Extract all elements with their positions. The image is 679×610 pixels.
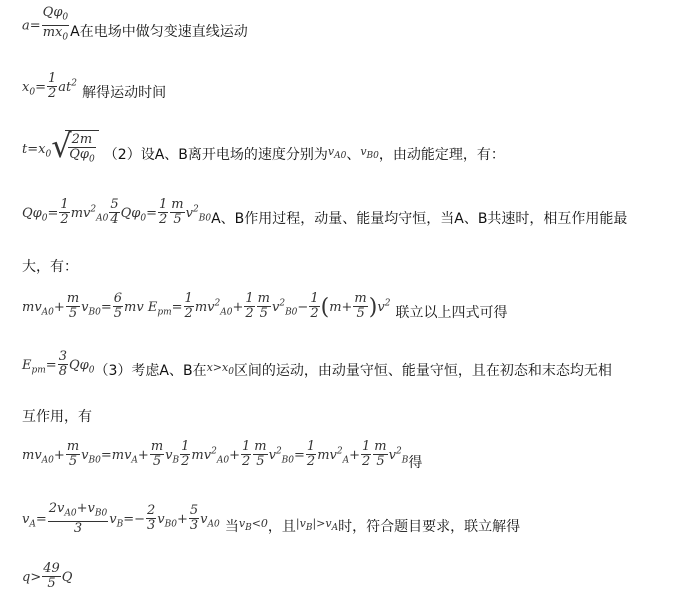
- text-line-2: 解得运动时间: [82, 85, 167, 101]
- text-line-9: 得: [408, 455, 423, 471]
- text-line-3: （2）设A、B离开电场的速度分别为: [103, 146, 328, 163]
- text-line-1: A在电场中做匀变速直线运动: [70, 23, 248, 40]
- equation-conservation: $mv_{A0}+$ $\frac{m}{5}$ $v_{B0}=mv_A+$ $\frac{m}{5}$ $v_B$ $\frac{1}{2}$ $mv^2_{A0}+$ $\frac{1}{2}$ $\frac{m}{5}$ $v^2_{B0}=$ $\frac{1}{2}$ $mv^2_A+$ $\frac{1}{2}$ $\frac{m}{5}$ $v^2_B$得: [22, 439, 423, 471]
- equation-acceleration: a= $\frac{Q\varphi_0}{mx_0}$ A在电场中做匀变速直线运动: [22, 5, 248, 43]
- text-line-7b: 区间的运动，由动量守恒、能量守恒，且在初态和末态均无相: [233, 363, 612, 379]
- equation-epm: $E_{pm}=$ $\frac{3}{8}$ $Q\varphi_0(3)$考虑A、B在$x>x_0$区间的运动，由动量守恒、能量守恒，且在初态和末态均无相: [22, 349, 612, 379]
- text-line-10b: ，且: [267, 519, 296, 536]
- text-line-10c: 时，符合题目要求，联立解得: [338, 519, 521, 536]
- equation-displacement: $x_0=$ $\frac{1}{2}$ $at^2$ 解得运动时间: [22, 71, 167, 101]
- text-line-10a: 当: [224, 519, 239, 536]
- text-line-6: 联立以上四式可得: [395, 305, 508, 321]
- equation-time: $t=x_0$ √ $\frac{2m}{Q\varphi_0}$ （2）设A、B离开电场的速度分别为$v_{A0}$、$v_{B0}$，由动能定理，有：: [22, 127, 505, 165]
- equation-result: q> $\frac{49}{5}$ Q: [22, 561, 73, 591]
- text-line-8: 互作用，有: [22, 409, 92, 425]
- equation-energy: $Q\varphi_0=$ $\frac{1}{2}$ $mv^2_{A0}$ $\frac{5}{4}$ $Q\varphi_0=$ $\frac{1}{2}$ $\frac{m}{5}$ $v^2_{B0}A$、B作用过程，动量、能量均守恒，当A、B共速时，相互作用能最: [22, 197, 628, 227]
- text-line-5: 大，有：: [22, 259, 78, 275]
- text-line-4: A、B作用过程，动量、能量均守恒，当A、B共速时，相互作用能最: [211, 211, 628, 227]
- equation-velocities: $v_A=$ $\frac{2v_{A0}+v_{B0}}{3}$ $v_B=-$ $\frac{2}{3}$ $v_{B0}+$ $\frac{5}{3}$ $v_{A0}$ 当$_{v_B<0}$，且$_{|v_B|>v_A}$时，符合题目要求，联立解得: [22, 501, 521, 536]
- text-line-7a: （3）考虑A、B在: [94, 363, 207, 379]
- equation-momentum-energy: $mv_{A0}+$ $\frac{m}{5}$ $v_{B0}=$ $\frac{6}{5}$ mv $E_{pm}=$ $\frac{1}{2}$ $mv^2_{A0}+$ $\frac{1}{2}$ $\frac{m}{5}$ $v^2_{B0}-$ $\frac{1}{2}$ (m+ $\frac{m}{5}$ )$v^2$ 联立以上四式可得: [22, 291, 508, 321]
